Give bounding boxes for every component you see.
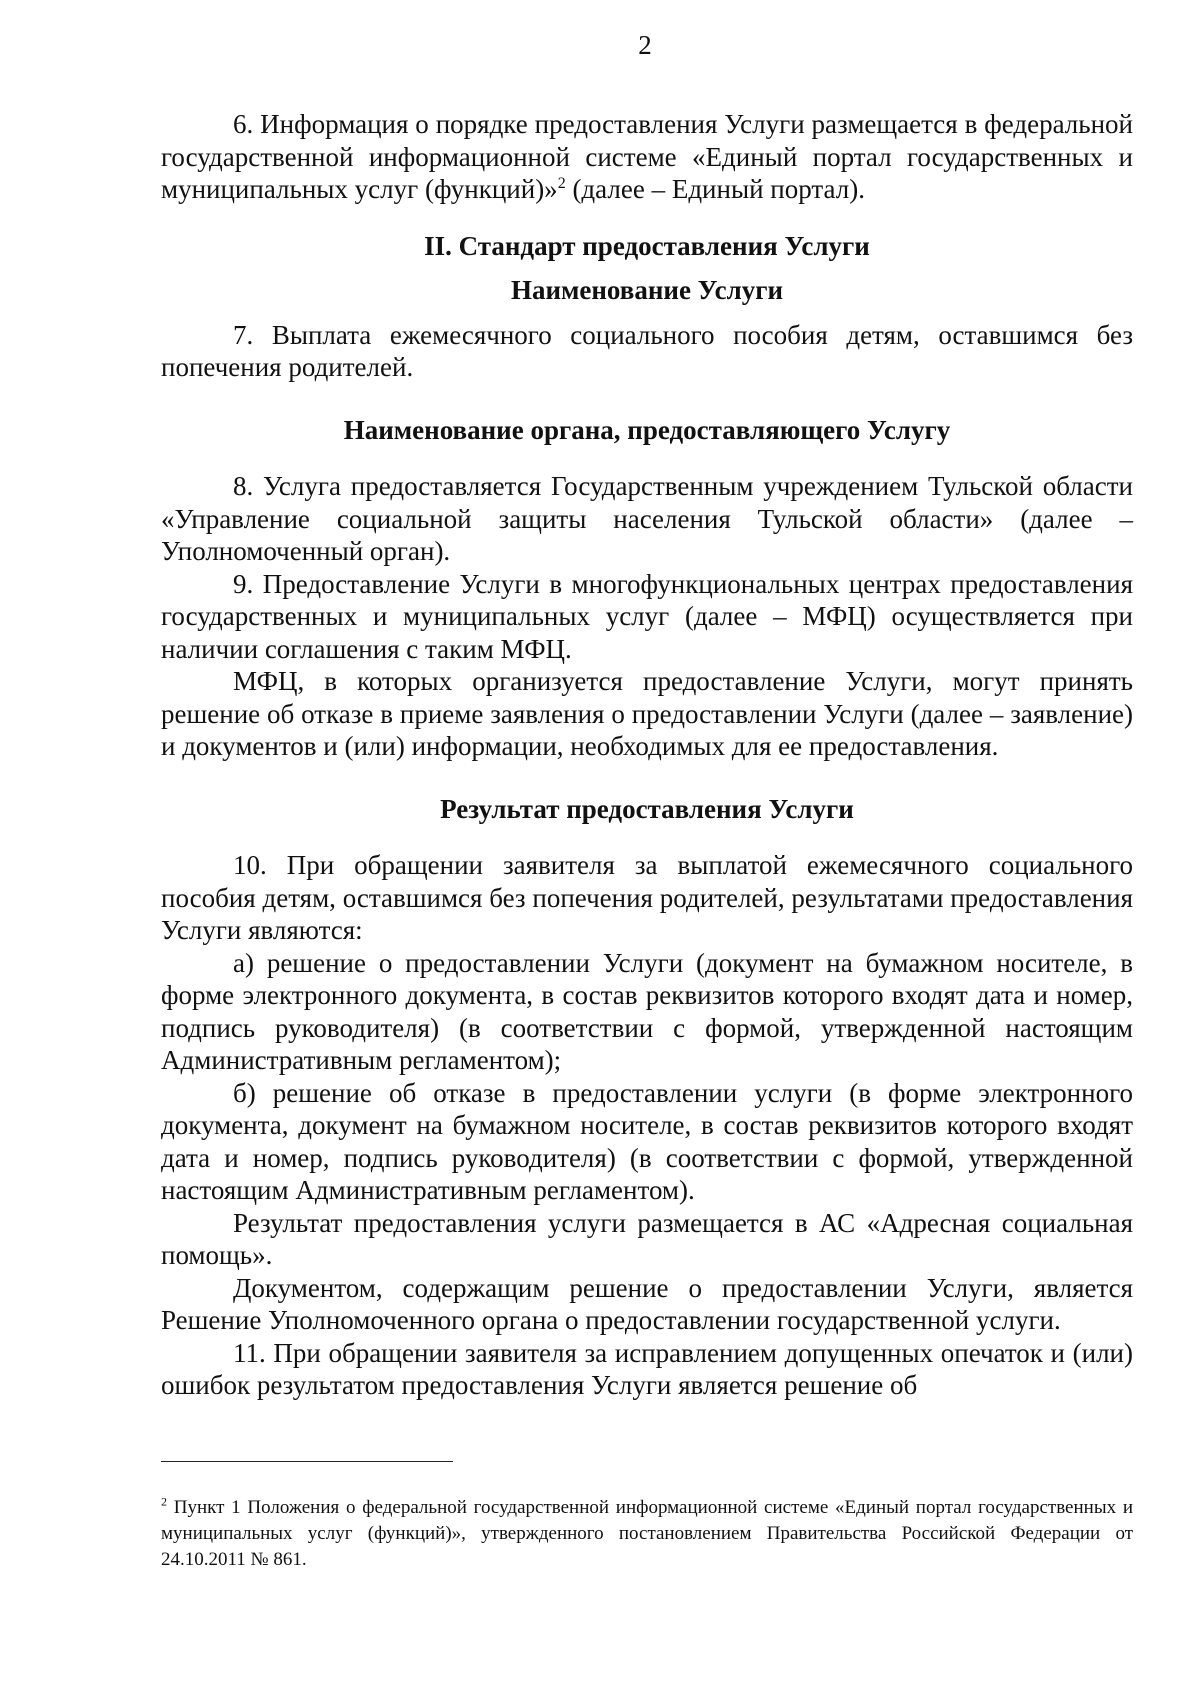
heading-service-result: Результат предоставления Услуги [440, 793, 854, 824]
paragraph-6-tail: (далее – Единый портал). [565, 174, 865, 204]
paragraph-9: 9. Предоставление Услуги в многофункциональных центрах предоставления государственных и муниципальных услуг (далее – МФЦ) осуществляется при наличии соглашения с таким МФЦ. [161, 568, 1133, 664]
footnote-reference: 2 [557, 175, 566, 192]
paragraph-9-mfc: МФЦ, в которых организуется предоставление Услуги, могут принять решение об отказе в приеме заявления о предоставлении Услуги (далее – заявление) и документов и (или) информации, необходимых для ее предоставления. [161, 666, 1133, 761]
heading-service-name: Наименование Услуги [510, 275, 784, 305]
page-content [161, 108, 1133, 1402]
paragraph-10-a: а) решение о предоставлении Услуги (документ на бумажном носителе, в форме электронного документа, в состав реквизитов которого входят дата и номер, подпись руководителя) (в соответствии с формой, утвержденной настоящим Административным регламентом); [161, 947, 1133, 1075]
paragraph-8: 8. Услуга предоставляется Государственным учреждением Тульской области «Управление социальной защиты населения Тульской области» (далее – Уполномоченный орган). [161, 471, 1133, 566]
footnote-text: Пункт 1 Положения о федеральной государственной информационной системе «Единый портал государственных и муниципальных услуг (функций)», утвержденного постановлением Правительства Российской Федерации от 24.10.2011 № 861. [161, 1497, 1133, 1570]
paragraph-7: 7. Выплата ежемесячного социального пособия детям, оставшимся без попечения родителей. [161, 319, 1133, 382]
paragraph-11: 11. При обращении заявителя за исправлением допущенных опечаток и (или) ошибок результатом предоставления Услуги является решение об [161, 1337, 1133, 1400]
page-number: 2 [638, 30, 652, 60]
paragraph-10-c: Результат предоставления услуги размещается в АС «Адресная социальная помощь». [161, 1207, 1133, 1270]
heading-service-organ: Наименование органа, предоставляющего Услугу [343, 414, 951, 445]
paragraph-10-b: б) решение об отказе в предоставлении услуги (в форме электронного документа, документ на бумажном носителе, в состав реквизитов которого входят дата и номер, подпись руководителя) (в соответствии с формой, утвержденной настоящим Административным регламентом). [161, 1077, 1133, 1205]
paragraph-6-text: 6. Информация о порядке предоставления Услуги размещается в федеральной государственной информационной системе «Единый портал государственных и муниципальных услуг (функций)» [161, 109, 1133, 204]
footnote-mark: 2 [161, 1494, 167, 1509]
paragraph-10: 10. При обращении заявителя за выплатой ежемесячного социального пособия детям, оставшимся без попечения родителей, результатами предоставления Услуги являются: [161, 850, 1133, 945]
footnote-divider [161, 1461, 453, 1462]
paragraph-10-d: Документом, содержащим решение о предоставлении Услуги, является Решение Уполномоченного органа о предоставлении государственной услуги. [161, 1272, 1133, 1335]
footnote [161, 1495, 1133, 1573]
section-title: II. Стандарт предоставления Услуги [424, 230, 870, 261]
paragraph-6 [161, 108, 1133, 206]
